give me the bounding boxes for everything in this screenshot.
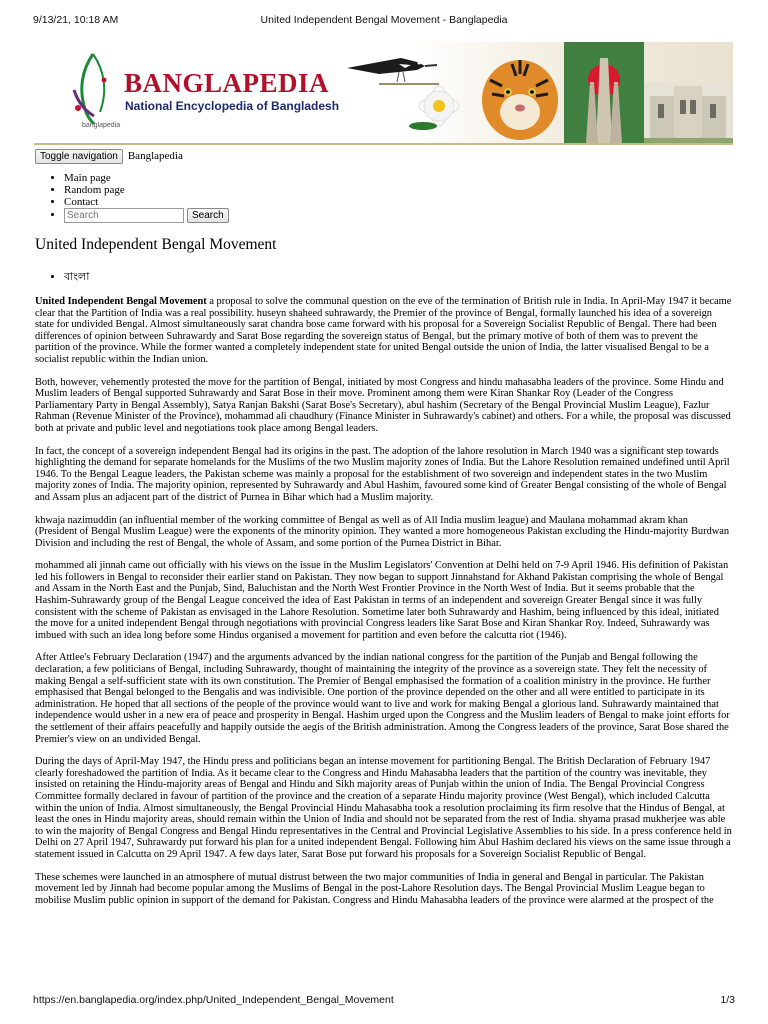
parliament-building-icon — [644, 82, 733, 143]
menu-item-random-page[interactable]: • Random page — [64, 184, 229, 196]
article-paragraph: khwaja nazimuddin (an influential member of the working committee of Bengal as well as of All India muslim league) and Maulana mohammad akram khan (President of Bengal Muslim League) were the exponents of the minority opinion. They wanted a more homogeneous Pakistan excluding the Hindu-majority Burdwan Division and including the rest of Bengal, the whole of Assam, and some portion of the Purnea District in Bihar. — [35, 514, 730, 549]
top-navbar — [35, 148, 183, 164]
article-paragraph: mohammed ali jinnah came out officially with his views on the issue in the Muslim Legislators' Convention at Delhi held on 7-9 April 1946. His definition of Pakistan led his followers in Bengal to reconsider their earlier stand on Pakistan. They now began to support Jinnahstand for Akhand Pakistan comprising the whole of Bengal and Assam in the North East and the Punjab, Sind, Baluchistan and the North West Frontier Province in the North West of India. But it seems probable that the Hashim-Suhrawardy group of the Bengal League conceived the idea of East Pakistan in terms of an independent and sovereign Greater Bengal since it was fully consistent with the scheme of Pakistan as envisaged in the Lahore Resolution. Sometime later both Suhrawardy and Hashim, being influenced by this ideal, initiated the move for a united independent Bengal through negotiations with provincial Congress leaders like Sarat Bose and Kiran Shankar Roy. Indeed, Suhrawardy was imbued with such an idea long before some Hindus organised a movement for partition and even before the calcutta riot (1946). — [35, 560, 729, 641]
banglapedia-logo-icon — [64, 50, 122, 130]
article-lead-term: United Independent Bengal Movement — [35, 296, 207, 307]
language-link-bangla[interactable]: • বাংলা — [64, 268, 89, 287]
print-footer — [33, 994, 735, 1010]
print-page-number: 1/3 — [720, 994, 735, 1006]
article-body — [35, 296, 732, 917]
menu-item-main-page[interactable]: • Main page — [64, 172, 229, 184]
brand-title: BANGLAPEDIA — [124, 68, 330, 98]
water-lily-icon — [409, 72, 469, 132]
article-paragraph: During the days of April-May 1947, the Hindu press and politicians began an intense movement for partitioning Bengal. The British Declaration of February 1947 clearly foreshadowed the partition of India. As it became clear to the Congress and Hindu Mahasabha leaders that the partition of the country was inevitable, they insisted on retaining the Hindu-majority areas of Bengal and Hindu and Sikh majority areas of Punjab within the union of India. The Bengal Provincial Congress Committee formally declared in favour of partition of the province and the creation of a separate Hindu majority province (West Bengal), which included Calcutta within the union of India. Almost simultaneously, the Bengal Provincial Hindu Mahasabha took a resolution proclaiming its firm resolve that the Hindus of Bengal, at least the ones in Hindu majority areas, should remain within the Union of India and should not be separated from the rest of India. shyama prasad mukherjee was able to win the majority of Bengal Congress and Bengal Hindu representatives in the Central and Provincial Legislative Assemblies to his side. In a press conference held in Delhi on 27 April 1947, Suhrawardy put forward his plan for a united independent Bengal. Following him Abul Hashim declared his views on the same issue through a statement issued in Calcutta on 29 April 1947. A few days later, Sarat Bose put forward his proposals for a Sovereign Socialist Republic of Bengal. — [35, 756, 732, 860]
article-paragraph: These schemes were launched in an atmosphere of mutual distrust between the two major communities of India in general and Bengal in particular. The Pakistan movement led by Jinnah had become popular among the Muslims of Bengal in the post-Lahore Resolution days. The Bengal Provincial Muslim League began to mobilise Muslim public opinion in support of the demand for Pakistan. Congress and Hindu Mahasabha leaders of the province were alarmed at the prospect of the — [35, 871, 714, 906]
article-paragraph: After Attlee's February Declaration (1947) and the arguments advanced by the indian national congress for the partition of the Punjab and Bengal following the declaration, a few politicians of Bengal, including Suhrawardy, thought of maintaining the integrity of the province as a sovereign state. They felt the necessity of making Bengal a self-sufficient state with its own constitution. The Premier of Bengal emphasised the formation of a coalition ministry in the province. He further emphasised that Bengal belonged to the Bengalis and was indivisible. One portion of the province depended on the other and all were entitled to participate in its administration. He hoped that all sections of the people of the province would want to live and work for making Bengal a glorious land. Suhrawardy maintained that independence would usher in a new era of peace and prosperity in Bengal. Hashim urged upon the Congress and the Muslim leaders of Bengal to make joint efforts for the settlement of their affairs peacefully and happily outside the aegis of the British administration. Among the Congress leaders of the province, Sarat Bose shared the Premier's view on an undivided Bengal. — [35, 652, 730, 745]
navbar-brand-link[interactable]: Banglapedia — [127, 150, 183, 162]
tiger-icon — [472, 50, 567, 142]
page-title: United Independent Bengal Movement — [35, 236, 277, 253]
print-timestamp: 9/13/21, 10:18 AM — [33, 14, 119, 26]
article-paragraph — [35, 296, 732, 366]
shaheed-minar-icon — [564, 42, 644, 143]
language-links — [50, 268, 89, 287]
logo-caption: banglapedia — [82, 122, 121, 129]
article-paragraph: In fact, the concept of a sovereign independent Bengal had its origins in the past. The adoption of the lahore resolution in March 1940 was a significant step towards highlighting the demand for separate homelands for the Muslims of the two Muslim majority zones of India. But the Lahore Resolution remained undefined until April 1946. To the Bengal League leaders, the Pakistan scheme was mainly a proposal for the establishment of two sovereign and independent states in the two Muslim majority zones of India. The majority opinion, represented by Suhrawardy and Abul Hashim, favoured some kind of Greater Bengal consisting of the whole of Bengal and Assam plus an adjacent part of the district of Purnea in Bihar which had a Muslim majority. — [35, 445, 730, 503]
menu-item-contact[interactable]: • Contact — [64, 196, 229, 208]
main-menu — [50, 172, 229, 223]
print-url: https://en.banglapedia.org/index.php/United_Independent_Bengal_Movement — [33, 994, 394, 1006]
site-banner[interactable] — [34, 42, 733, 145]
search-form — [64, 208, 229, 223]
article-paragraph: Both, however, vehemently protested the move for the partition of Bengal, initiated by most Congress and hindu mahasabha leaders of the province. Some Hindu and Muslim leaders of Bengal supported Suhrawardy and Sarat Bose in their move. Prominent among them were Kiran Shankar Roy (Leader of the Congress Parliamentary Party in Bengal Assembly), Satya Ranjan Bakshi (Sarat Bose's Secretary), abul hashim (Secretary of the Bengal Provincial Muslim League), Fazlur Rahman (Revenue Minister of the Province), mohammad ali chaudhury (Finance Minister in Suhrawardy's cabinet) and others. For a while, the proposal was discussed both at private and public level and negotiations took place among Bengal leaders. — [35, 376, 731, 434]
print-header — [33, 14, 735, 30]
brand-subtitle: National Encyclopedia of Bangladesh — [125, 99, 340, 113]
search-input[interactable] — [64, 208, 184, 223]
print-page-title: United Independent Bengal Movement - Banglapedia — [260, 14, 508, 26]
article-lead-text: a proposal to solve the communal question on the eve of the termination of British rule in India. In April-May 1947 it became clear that the Partition of India was a real possibility. huseyn shaheed suhrawardy, the Premier of the province of Bengal, formally launched his idea of a sovereign state for undivided Bengal. Almost simultaneously sarat chandra bose came forward with his proposal for a Sovereign Socialist Republic of Bengal. There had been differences of opinion between Suhrawardy and Sarat Bose regarding the sovereign status of Bengal, but the primary motive of both of them was to prevent the partition of the province. While the former wanted a completely independent state for united Bengal outside the union of India, the latter visualised Bengal to be a socialist republic within the Indian union. — [35, 296, 732, 365]
search-button[interactable]: • Search — [187, 208, 229, 223]
toggle-navigation-button[interactable]: Toggle navigation — [35, 149, 123, 164]
